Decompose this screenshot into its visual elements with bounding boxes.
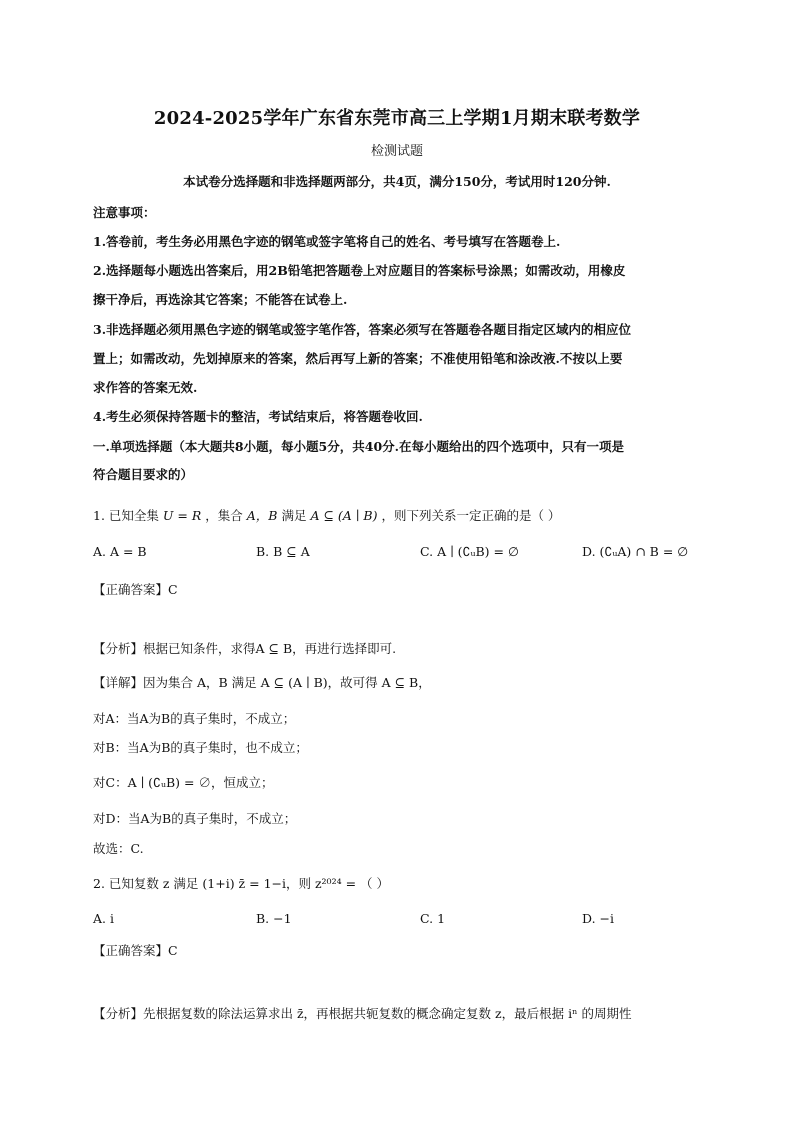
q2-option-d: D. −i (582, 911, 614, 926)
q1-option-a: A. A = B (93, 544, 147, 559)
notice-line-2: 2.选择题每小题选出答案后，用2B铅笔把答题卷上对应题目的答案标号涂黑；如需改动，用橡皮 (93, 263, 626, 278)
q2-analysis: 【分析】先根据复数的除法运算求出 z̄，再根据共轭复数的概念确定复数 z，最后根据 iⁿ 的周期性 (93, 1006, 632, 1021)
q2-answer: 【正确答案】C (93, 943, 178, 958)
q1-item-c: 对C：A ∣ (∁ᵤB) = ∅，恒成立； (93, 775, 274, 790)
q1-option-d: D. (∁ᵤA) ∩ B = ∅ (582, 544, 689, 559)
q1-conclusion: 故选：C. (93, 841, 144, 856)
math-universal-set: U = R (162, 508, 202, 523)
notice-line-5: 置上；如需改动，先划掉原来的答案，然后再写上新的答案；不准使用铅笔和涂改液.不按以上要 (93, 351, 623, 366)
math-condition: A ⊆ (A ∣ B) (310, 508, 378, 523)
section-heading-line-1: 一.单项选择题（本大题共8小题，每小题5分，共40分.在每小题给出的四个选项中，只有一项是 (93, 439, 624, 454)
q1-option-c: C. A ∣ (∁ᵤB) = ∅ (420, 544, 519, 559)
section-heading-line-2: 符合题目要求的） (93, 467, 194, 482)
notice-heading: 注意事项： (93, 205, 156, 220)
notice-line-4: 3.非选择题必须用黑色字迹的钢笔或签字笔作答，答案必须写在答题卷各题目指定区域内的相应位 (93, 322, 632, 337)
q1-item-b: 对B：当A为B的真子集时，也不成立； (93, 740, 308, 755)
question-1-stem: 1. 已知全集 U = R ，集合 A，B 满足 A ⊆ (A ∣ B) ，则下列关系一定正确的是（ ） (93, 508, 561, 523)
q1-answer: 【正确答案】C (93, 582, 178, 597)
notice-line-7: 4.考生必须保持答题卡的整洁，考试结束后，将答题卷收回. (93, 409, 423, 424)
notice-line-3: 擦干净后，再选涂其它答案；不能答在试卷上. (93, 292, 348, 307)
q1-analysis: 【分析】根据已知条件，求得A ⊆ B，再进行选择即可. (93, 641, 397, 656)
notice-line-6: 求作答的答案无效. (93, 380, 198, 395)
q2-option-a: A. i (93, 911, 114, 926)
q1-item-a: 对A：当A为B的真子集时，不成立； (93, 711, 296, 726)
notice-line-1: 1.答卷前，考生务必用黑色字迹的钢笔或签字笔将自己的姓名、考号填写在答题卷上. (93, 234, 561, 249)
q2-option-c: C. 1 (420, 911, 446, 926)
page-title: 2024-2025学年广东省东莞市高三上学期1月期末联考数学 (153, 108, 641, 129)
q2-option-b: B. −1 (256, 911, 292, 926)
question-2-stem: 2. 已知复数 z 满足 (1+i) z̄ = 1−i，则 z²⁰²⁴ = （ ） (93, 876, 389, 891)
exam-intro: 本试卷分选择题和非选择题两部分，共4页，满分150分，考试用时120分钟. (183, 174, 611, 189)
page-subtitle: 检测试题 (370, 144, 423, 159)
q1-option-b: B. B ⊆ A (256, 544, 310, 559)
q1-detail: 【详解】因为集合 A，B 满足 A ⊆ (A ∣ B)，故可得 A ⊆ B， (93, 675, 431, 690)
q1-item-d: 对D：当A为B的真子集时，不成立； (93, 811, 297, 826)
